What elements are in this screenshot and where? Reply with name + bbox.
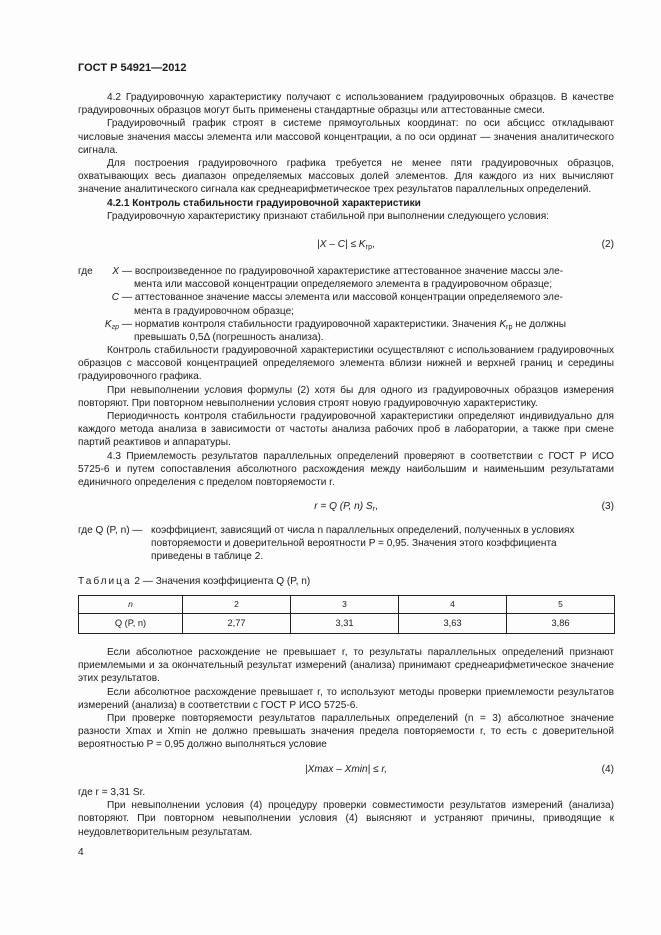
table-cell: 3,63 (399, 614, 507, 634)
table-header-cell: n (79, 596, 183, 614)
heading-4-2-1: 4.2.1 Контроль стабильности градуировочной характеристики (107, 197, 421, 209)
symbol-c: C (111, 292, 119, 304)
where-item-k (78, 318, 614, 344)
symbol-x: X (112, 266, 119, 277)
paragraph-final: При невыполнении условия (4) процедуру проверки совместимости результатов измерений (анализа) повторяют. При повторном невыполнении условия (4) выясняют и устраняют причины, приводящие к неудовлетворительным результатам. (78, 800, 614, 838)
paragraph-control-periodicity: Периодичность контроля стабильности градуировочной характеристики определяют индивидуально для каждого метода анализа в зависимости от частоты анализа рабочих проб в лаборатории, а также при смене партий реактивов и аппаратуры. (78, 411, 614, 449)
standard-header: ГОСТ Р 54921—2012 (78, 62, 187, 74)
where-item-c (78, 291, 614, 317)
table-cell: 2,77 (183, 614, 291, 634)
symbol-k (83, 318, 119, 331)
table-2-caption-word: Таблица (78, 576, 132, 587)
table-2 (78, 595, 615, 634)
section-control (78, 344, 614, 489)
symbol-k-letter: K (104, 318, 112, 330)
formula-2-subscript: гр (365, 244, 372, 251)
where-x-line1: — воспроизведенное по градуировочной характеристике аттестованное значение массы эле- (122, 266, 564, 277)
table-header-cell: 4 (399, 596, 507, 614)
paragraph-exceeds: Если абсолютное расхождение превышает r, то используют методы проверки приемлемости результатов измерений (анализа) в соответствии с ГОСТ Р ИСО 5725-6. (78, 686, 614, 711)
where-q-line3: приведены в таблице 2. (151, 551, 264, 563)
where-x-line2: мента или массовой концентрации определяемого элемента в градуировочном образце; (134, 279, 553, 291)
where-list-3 (78, 524, 614, 564)
where-r-line: где r = 3,31 Sr. (78, 787, 146, 798)
formula-4 (78, 763, 614, 777)
where-list-2 (78, 265, 614, 344)
formula-2-comma: , (372, 239, 375, 250)
paragraph-control-samples: Контроль стабильности градуировочной характеристики осуществляют с использованием градуировочных образцов с массовой концентрацией определяемого элемента вблизи нижней и верхней границ и середины градуировочного графика. (78, 345, 614, 383)
paragraph-repeatability: При проверке повторяемости результатов параллельных определений (n = 3) абсолютное значение разности Xmax и Xmin не должно превышать значения предела повторяемости r, то есть с доверительной вероятностью P = 0,95 должно выполняться условие (78, 713, 614, 751)
formula-3-number: (3) (601, 501, 614, 512)
where-c-line2: мента в градуировочном образце; (134, 305, 294, 317)
table-cell: 3,31 (291, 614, 399, 634)
paragraph-acceptable: Если абсолютное расхождение не превышает r, то результаты параллельных определений признают приемлемыми и за окончательный результат измерений (анализа) принимают среднеарифметическое значение этих результатов. (78, 647, 614, 685)
paragraph-graph-samples: Для построения градуировочного графика требуется не менее пяти градуировочных образцов, охватывающих весь диапазон определяемых массовых долей элементов. Для каждого из них вычисляют значение аналитического сигнала как среднеарифметическое трех результатов параллельных определений. (78, 158, 614, 196)
paragraph-stability-condition: Градуировочную характеристику признают стабильной при выполнении следующего условия: (107, 210, 549, 222)
where-k-line2: превышать 0,5Δ (погрешность анализа). (134, 332, 324, 344)
symbol-k-sub: гр (111, 323, 119, 331)
section-after-table (78, 646, 614, 752)
where-k-inline-sub: гр (506, 323, 513, 331)
page-number: 4 (78, 847, 84, 858)
where-q-line1: коэффициент, зависящий от числа n параллельных определений, полученных в условиях (151, 525, 575, 536)
where-k-line1b: не должны (512, 318, 567, 330)
where-k-line1a: — норматив контроля стабильности градуировочной характеристики. Значения (122, 318, 500, 330)
formula-3-subscript: r (372, 506, 375, 513)
where-q-lead: где Q (P, n) — (78, 525, 143, 536)
formula-3-expression: r = Q (P, n) S (314, 501, 373, 512)
where-c-line1: — аттестованное значение массы элемента или массовой концентрации определяемого эле- (122, 292, 563, 304)
formula-2-expression: |X – C| ≤ K (317, 239, 366, 250)
formula-3-comma: , (374, 501, 378, 512)
table-row (79, 614, 615, 634)
formula-3 (78, 500, 614, 514)
formula-2 (78, 238, 614, 252)
table-header-cell: 3 (291, 596, 399, 614)
table-header-cell: 2 (183, 596, 291, 614)
paragraph-4-2: 4.2 Градуировочную характеристику получают с использованием градуировочных образцов. В качестве градуировочных образцов могут быть применены стандартные образцы или аттестованные смеси. (78, 92, 614, 117)
where-q-line2: повторяемости и доверительной вероятности P = 0,95. Значения этого коэффициента (151, 538, 557, 550)
formula-4-number: (4) (601, 764, 614, 775)
paragraph-4-3: 4.3 Приемлемость результатов параллельных определений проверяют в соответствии с ГОСТ Р ИСО 5725-6 и путем сопоставления абсолютного расхождения между наибольшим и наименьшим результатами единичного определения с пределом повторяемости r. (78, 450, 614, 489)
formula-4-expression: |Xmax – Xmin| ≤ r, (304, 764, 388, 775)
table-cell: Q (P, n) (79, 614, 183, 634)
formula-2-number: (2) (601, 239, 614, 250)
table-2-caption-text: 2 — Значения коэффициента Q (P, n) (131, 576, 311, 587)
paragraph-control-repeat: При невыполнении условия формулы (2) хотя бы для одного из градуировочных образцов измерения повторяют. При повторном невыполнении условия строят новую градуировочную характеристику. (78, 384, 614, 409)
table-header-cell: 5 (507, 596, 615, 614)
where-item-x (78, 265, 614, 291)
paragraph-graph-axes: Градуировочный график строят в системе прямоугольных координат: по оси абсцисс откладывают числовые значения массы элемента или массовой концентрации, а по оси ординат — значения аналитического сигнала. (78, 118, 614, 156)
section-4-2 (78, 91, 614, 223)
table-cell: 3,86 (507, 614, 615, 634)
where-k-inline-symbol: K (499, 318, 507, 330)
where-lead: где (78, 266, 93, 277)
table-2-caption (78, 575, 310, 588)
table-header-row (79, 596, 615, 614)
section-final (78, 786, 614, 839)
